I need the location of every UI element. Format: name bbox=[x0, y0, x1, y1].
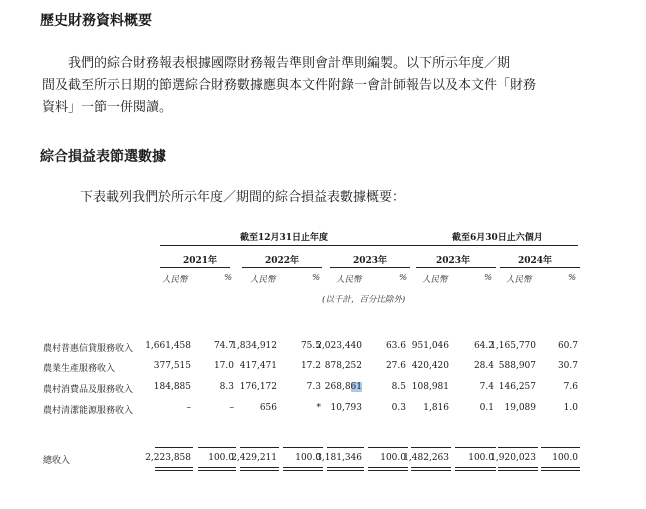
row-3-cell: 7.6 bbox=[563, 382, 578, 392]
year-2023: 2023年 bbox=[353, 256, 388, 266]
row-1-label: 農村普惠信貸服務收入 bbox=[43, 344, 134, 354]
total-top-rule bbox=[198, 447, 236, 448]
percent-label-4: % bbox=[484, 273, 493, 283]
total-double-rule bbox=[283, 467, 323, 471]
year-rule-2021 bbox=[160, 267, 230, 268]
row-3-cell: 268,861 bbox=[324, 382, 362, 392]
row-2-cell: 878,252 bbox=[324, 361, 362, 371]
row-3-cell: 176,172 bbox=[239, 382, 277, 392]
percent-label-5: % bbox=[568, 273, 577, 283]
row-3-label: 農村消費品及服務收入 bbox=[43, 385, 134, 395]
year-rule-2023-h1 bbox=[416, 267, 496, 268]
total-double-rule bbox=[368, 467, 408, 471]
row-1-cell: 64.2 bbox=[473, 341, 494, 351]
total-double-rule bbox=[327, 467, 364, 471]
row-1-cell: 63.6 bbox=[385, 341, 406, 351]
row-2-cell: 28.4 bbox=[473, 361, 494, 371]
row-3-cell: 7.3 bbox=[306, 382, 321, 392]
group-header-half-year: 截至6月30日止六個月 bbox=[452, 233, 543, 243]
row-2-label: 農業生產服務收入 bbox=[43, 364, 116, 374]
total-double-rule bbox=[455, 467, 496, 471]
total-top-rule bbox=[368, 447, 408, 448]
total-top-rule bbox=[411, 447, 451, 448]
percent-label-2: % bbox=[312, 273, 321, 283]
row-1-cell: 60.7 bbox=[557, 341, 578, 351]
row-3-cell: 8.5 bbox=[391, 382, 406, 392]
row-total-cell: 1,920,023 bbox=[490, 453, 536, 463]
currency-label-1: 人民幣 bbox=[162, 275, 188, 285]
row-3-cell: 8.3 bbox=[219, 382, 234, 392]
row-4-cell: * bbox=[316, 403, 321, 413]
row-4-label: 農村清潔能源服務收入 bbox=[43, 406, 134, 416]
row-4-cell: 19,089 bbox=[504, 403, 536, 413]
group-rule-full-year bbox=[160, 245, 420, 246]
row-4-cell: 10,793 bbox=[330, 403, 362, 413]
section-heading: 綜合損益表節選數據 bbox=[40, 149, 166, 165]
row-total-label: 總收入 bbox=[43, 456, 71, 466]
year-2023-h1: 2023年 bbox=[436, 256, 471, 266]
total-top-rule bbox=[541, 447, 580, 448]
row-total-cell: 100.0 bbox=[208, 453, 234, 463]
row-4-cell: 0.1 bbox=[479, 403, 494, 413]
row-4-cell: – bbox=[186, 403, 191, 413]
currency-label-3: 人民幣 bbox=[336, 275, 362, 285]
year-rule-2024-h1 bbox=[500, 267, 580, 268]
row-total-cell: 100.0 bbox=[380, 453, 406, 463]
row-3-cell: 7.4 bbox=[479, 382, 494, 392]
row-total-cell: 2,429,211 bbox=[231, 453, 277, 463]
row-4-cell: 1.0 bbox=[563, 403, 578, 413]
total-double-rule bbox=[541, 467, 580, 471]
row-total-cell: 100.0 bbox=[468, 453, 494, 463]
total-double-rule bbox=[198, 467, 236, 471]
year-2021: 2021年 bbox=[183, 256, 218, 266]
percent-label-3: % bbox=[399, 273, 408, 283]
row-2-cell: 17.2 bbox=[300, 361, 321, 371]
row-2-cell: 30.7 bbox=[557, 361, 578, 371]
currency-label-2: 人民幣 bbox=[250, 275, 276, 285]
row-4-cell: 0.3 bbox=[391, 403, 406, 413]
total-double-rule bbox=[240, 467, 279, 471]
group-rule-half-year bbox=[420, 245, 578, 246]
total-top-rule bbox=[327, 447, 364, 448]
currency-label-4: 人民幣 bbox=[422, 275, 448, 285]
page-heading: 歷史財務資料概要 bbox=[40, 13, 152, 29]
row-3-cell: 184,885 bbox=[153, 382, 191, 392]
paragraph-line-2: 間及截至所示日期的節選綜合財務數據應與本文件附錄一會計師報告以及本文件「財務 bbox=[42, 78, 537, 93]
year-2022: 2022年 bbox=[265, 256, 300, 266]
row-2-cell: 420,420 bbox=[411, 361, 449, 371]
total-top-rule bbox=[240, 447, 279, 448]
total-top-rule bbox=[155, 447, 193, 448]
row-4-cell: – bbox=[229, 403, 234, 413]
row-4-cell: 656 bbox=[259, 403, 277, 413]
row-1-cell: 75.5 bbox=[300, 341, 321, 351]
row-1-cell: 74.7 bbox=[213, 341, 234, 351]
row-4-cell: 1,816 bbox=[423, 403, 449, 413]
total-double-rule bbox=[155, 467, 193, 471]
row-2-cell: 417,471 bbox=[239, 361, 277, 371]
row-1-cell: 951,046 bbox=[411, 341, 449, 351]
total-double-rule bbox=[498, 467, 538, 471]
percent-label-1: % bbox=[224, 273, 233, 283]
row-3-cell: 108,981 bbox=[411, 382, 449, 392]
group-header-full-year: 截至12月31日止年度 bbox=[240, 233, 329, 243]
year-rule-2022 bbox=[242, 267, 322, 268]
row-2-cell: 588,907 bbox=[498, 361, 536, 371]
row-2-cell: 17.0 bbox=[213, 361, 234, 371]
row-1-cell: 1,834,912 bbox=[231, 341, 277, 351]
unit-note: (以千計，百分比除外) bbox=[322, 295, 406, 305]
total-top-rule bbox=[455, 447, 496, 448]
row-1-cell: 1,661,458 bbox=[145, 341, 191, 351]
table-intro: 下表載列我們於所示年度／期間的綜合損益表數據概要： bbox=[80, 190, 406, 205]
row-total-cell: 100.0 bbox=[552, 453, 578, 463]
total-top-rule bbox=[283, 447, 323, 448]
row-total-cell: 1,482,263 bbox=[403, 453, 449, 463]
row-3-cell: 146,257 bbox=[498, 382, 536, 392]
total-double-rule bbox=[411, 467, 451, 471]
row-2-cell: 27.6 bbox=[385, 361, 406, 371]
row-total-cell: 2,223,858 bbox=[145, 453, 191, 463]
row-1-cell: 2,023,440 bbox=[316, 341, 362, 351]
year-rule-2023 bbox=[330, 267, 410, 268]
row-1-cell: 1,165,770 bbox=[490, 341, 536, 351]
year-2024-h1: 2024年 bbox=[518, 256, 553, 266]
currency-label-5: 人民幣 bbox=[506, 275, 532, 285]
row-total-cell: 3,181,346 bbox=[316, 453, 362, 463]
total-top-rule bbox=[498, 447, 538, 448]
row-2-cell: 377,515 bbox=[153, 361, 191, 371]
paragraph-line-1: 我們的綜合財務報表根據國際財務報告準則會計準則編製。以下所示年度／期 bbox=[68, 56, 511, 71]
paragraph-line-3: 資料」一節一併閱讀。 bbox=[42, 100, 173, 115]
row-total-cell: 100.0 bbox=[295, 453, 321, 463]
